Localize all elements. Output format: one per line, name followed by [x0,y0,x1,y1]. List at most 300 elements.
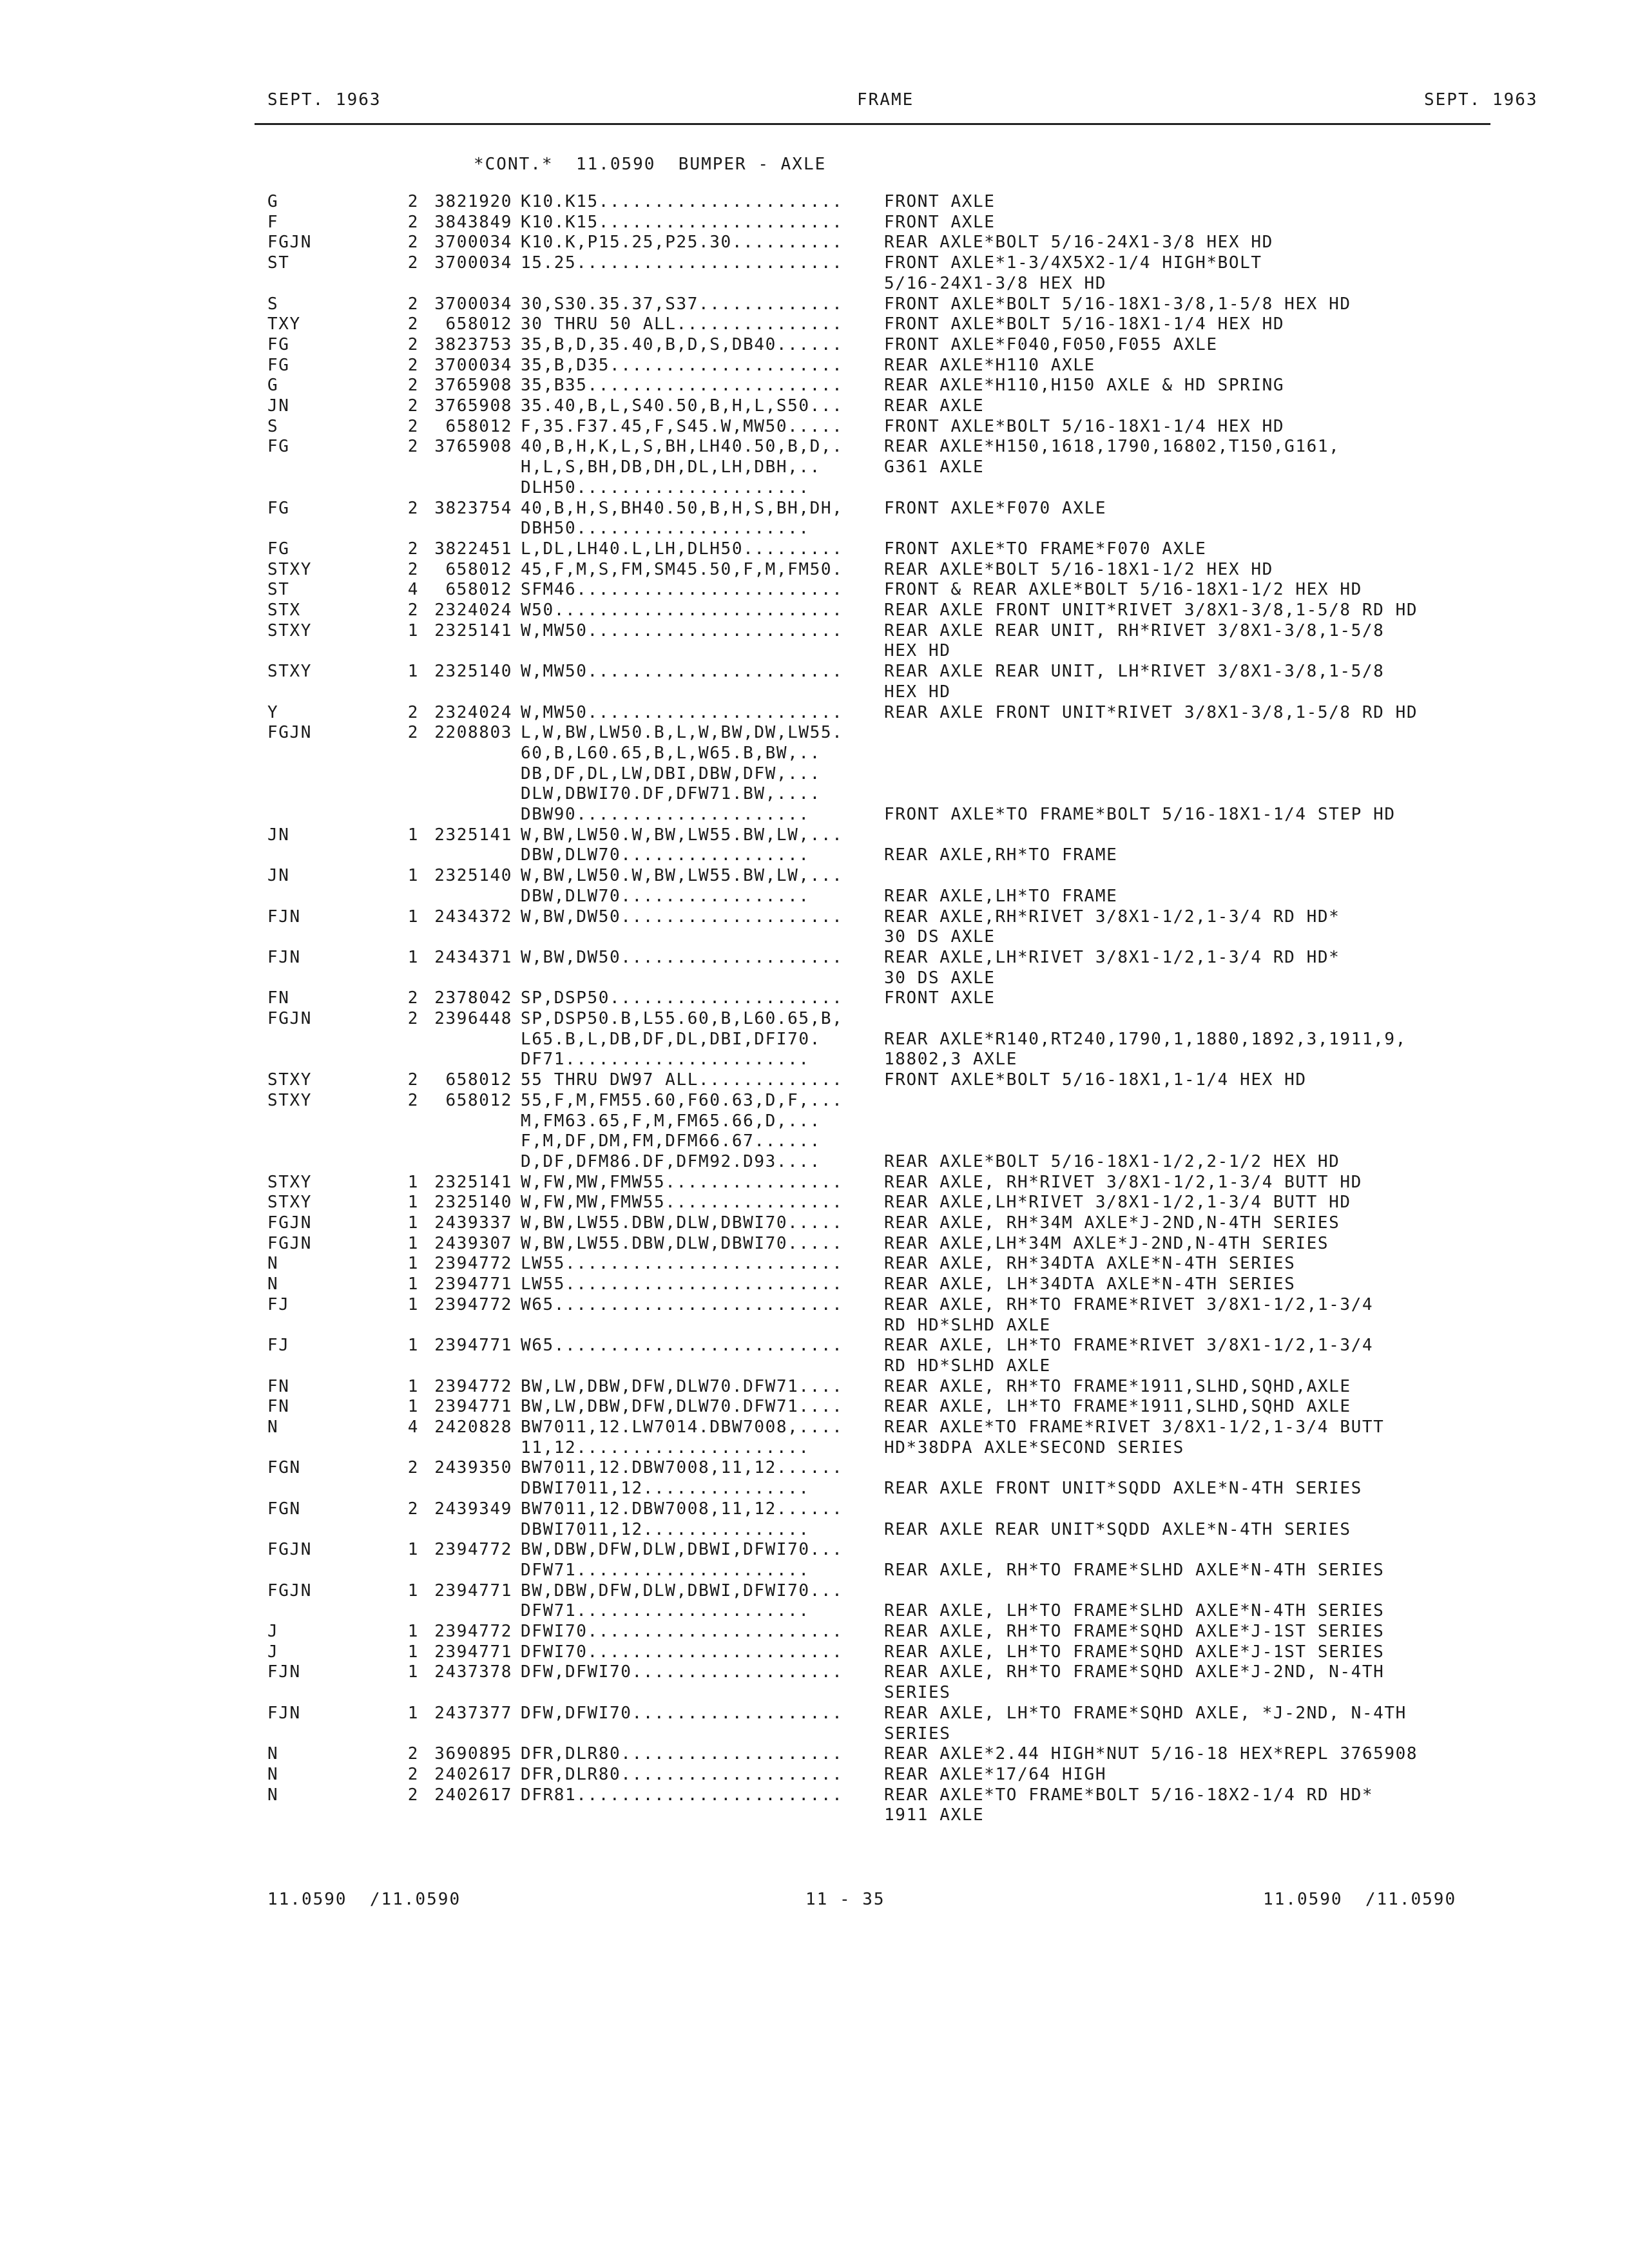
application: M,FM63.65,F,M,FM65.66,D,... [521,1111,821,1131]
quantity: 1 [407,662,419,682]
model-code: FN [267,1376,290,1396]
model-code: N [267,1254,279,1274]
model-code: FGN [267,1499,301,1519]
table-row [0,1438,1629,1459]
description: REAR AXLE, RH*34DTA AXLE*N-4TH SERIES [884,1254,1296,1274]
application: W,BW,DW50.................... [521,947,843,967]
description: FRONT AXLE*BOLT 5/16-18X1,1-1/4 HEX HD [884,1070,1307,1090]
table-row [0,1805,1629,1826]
quantity: 2 [407,559,419,579]
application: W,BW,LW55.DBW,DLW,DBWI70..... [521,1233,843,1253]
table-row [0,253,1629,274]
table-row [0,539,1629,560]
quantity: 1 [407,947,419,967]
model-code: STXY [267,1090,313,1110]
application: DF71...................... [521,1050,810,1070]
model-code: FJ [267,1294,290,1314]
model-code: N [267,1418,279,1437]
model-code: ST [267,253,290,273]
table-row [0,1785,1629,1806]
model-code: J [267,1642,279,1662]
application: LW55......................... [521,1274,843,1294]
model-code: FG [267,539,290,559]
table-row [0,948,1629,968]
description: REAR AXLE*17/64 HIGH [884,1764,1107,1784]
application: W,FW,MW,FMW55................ [521,1172,843,1192]
application: 35,B35....................... [521,376,843,396]
application: DFWI70....................... [521,1622,843,1641]
table-row [0,1295,1629,1316]
description: SERIES [884,1724,951,1744]
table-row [0,1744,1629,1765]
application: 35.40,B,L,S40.50,B,H,L,S50... [521,396,843,416]
part-number: 2402617 [434,1764,512,1784]
description: REAR AXLE FRONT UNIT*RIVET 3/8X1-3/8,1-5/8 RD HD [884,601,1418,620]
model-code: FG [267,355,290,375]
application: 30 THRU 50 ALL............... [521,314,843,334]
part-number: 2394772 [434,1254,512,1274]
table-row [0,1499,1629,1520]
description: REAR AXLE, RH*TO FRAME*SLHD AXLE*N-4TH SERIES [884,1560,1385,1580]
table-row [0,233,1629,253]
table-row [0,968,1629,989]
table-row [0,1704,1629,1724]
header-date-left: SEPT. 1963 [267,90,381,110]
quantity: 1 [407,1397,419,1417]
description: RD HD*SLHD AXLE [884,1315,1051,1335]
description: FRONT AXLE*F040,F050,F055 AXLE [884,334,1218,354]
part-number: 3765908 [434,376,512,396]
part-number: 2378042 [434,988,512,1008]
part-number: 2325141 [434,1172,512,1192]
application: DLW,DBWI70.DF,DFW71.BW,.... [521,784,821,804]
quantity: 1 [407,1622,419,1641]
quantity: 1 [407,1233,419,1253]
table-row [0,703,1629,724]
model-code: JN [267,866,290,886]
table-row [0,641,1629,662]
table-row [0,764,1629,785]
application: DFW71..................... [521,1560,810,1580]
description: REAR AXLE*TO FRAME*RIVET 3/8X1-1/2,1-3/4 BUTT [884,1418,1385,1437]
application: L65.B,L,DB,DF,DL,DBI,DFI70. [521,1029,821,1049]
part-number: 2324024 [434,702,512,722]
description: 1911 AXLE [884,1805,985,1825]
description: REAR AXLE,LH*34M AXLE*J-2ND,N-4TH SERIES [884,1233,1329,1253]
part-number: 2394771 [434,1581,512,1600]
application: F,M,DF,DM,FM,DFM66.67...... [521,1131,821,1151]
part-number: 2439350 [434,1458,512,1478]
application: 40,B,H,S,BH40.50,B,H,S,BH,DH, [521,498,843,518]
part-number: 3765908 [434,437,512,457]
quantity: 1 [407,1193,419,1213]
table-row [0,1418,1629,1438]
description: REAR AXLE*H150,1618,1790,16802,T150,G161, [884,437,1340,457]
application: SP,DSP50.B,L55.60,B,L60.65,B, [521,1009,843,1028]
application: K10.K15...................... [521,192,843,211]
description: G361 AXLE [884,457,985,477]
description: REAR AXLE FRONT UNIT*SQDD AXLE*N-4TH SERIES [884,1479,1362,1499]
application: F,35.F37.45,F,S45.W,MW50..... [521,416,843,436]
description: HD*38DPA AXLE*SECOND SERIES [884,1437,1184,1457]
quantity: 2 [407,314,419,334]
model-code: STXY [267,559,313,579]
quantity: 1 [407,825,419,845]
description: 18802,3 AXLE [884,1050,1018,1070]
part-number: 3700034 [434,253,512,273]
description: REAR AXLE*H110,H150 AXLE & HD SPRING [884,376,1285,396]
application: DFW,DFWI70................... [521,1662,843,1682]
application: DFR,DLR80.................... [521,1744,843,1764]
part-number: 3690895 [434,1744,512,1764]
description: FRONT AXLE*BOLT 5/16-18X1-3/8,1-5/8 HEX HD [884,294,1351,314]
description: REAR AXLE,LH*TO FRAME [884,886,1118,906]
quantity: 1 [407,866,419,886]
table-row [0,1111,1629,1132]
table-row [0,1377,1629,1398]
model-code: JN [267,396,290,416]
description: REAR AXLE, LH*TO FRAME*RIVET 3/8X1-1/2,1-3/4 [884,1336,1374,1356]
application: DFWI70....................... [521,1642,843,1662]
part-number: 3821920 [434,192,512,211]
part-number: 3822451 [434,539,512,559]
description: 30 DS AXLE [884,968,996,988]
table-row [0,621,1629,642]
part-number: 3700034 [434,294,512,314]
application: 35,B,D,35.40,B,D,S,DB40...... [521,334,843,354]
description: REAR AXLE,RH*TO FRAME [884,845,1118,865]
table-row [0,1724,1629,1745]
model-code: STXY [267,662,313,682]
application: W65.......................... [521,1294,843,1314]
description: FRONT AXLE [884,192,996,211]
quantity: 2 [407,1070,419,1090]
part-number: 658012 [445,416,512,436]
part-number: 2325140 [434,662,512,682]
model-code: STXY [267,1172,313,1192]
table-row [0,1601,1629,1622]
application: BW,LW,DBW,DFW,DLW70.DFW71.... [521,1376,843,1396]
part-number: 3843849 [434,212,512,232]
quantity: 1 [407,1376,419,1396]
model-code: FGJN [267,1213,313,1233]
model-code: STXY [267,620,313,640]
model-code: FJN [267,1662,301,1682]
table-row [0,1131,1629,1152]
model-code: STXY [267,1070,313,1090]
quantity: 1 [407,1294,419,1314]
table-row [0,1091,1629,1111]
table-row [0,1662,1629,1683]
quantity: 2 [407,396,419,416]
quantity: 2 [407,1764,419,1784]
description: REAR AXLE, LH*34DTA AXLE*N-4TH SERIES [884,1274,1296,1294]
table-row [0,1254,1629,1274]
quantity: 4 [407,1418,419,1437]
table-row [0,437,1629,457]
part-number: 2325140 [434,866,512,886]
part-number: 658012 [445,559,512,579]
part-number: 2394771 [434,1336,512,1356]
section-title: *CONT.* 11.0590 BUMPER - AXLE [474,155,827,174]
quantity: 1 [407,1213,419,1233]
description: REAR AXLE*TO FRAME*BOLT 5/16-18X2-1/4 RD HD* [884,1785,1374,1805]
part-number: 2437377 [434,1703,512,1723]
model-code: FG [267,498,290,518]
table-row [0,1561,1629,1581]
table-row [0,1274,1629,1295]
description: 30 DS AXLE [884,927,996,947]
application: 60,B,L60.65,B,L,W65.B,BW,.. [521,743,821,763]
table-row [0,1234,1629,1254]
table-row [0,805,1629,825]
quantity: 2 [407,539,419,559]
description: REAR AXLE, LH*TO FRAME*1911,SLHD,SQHD AXLE [884,1397,1351,1417]
part-number: 2325141 [434,620,512,640]
table-row [0,478,1629,499]
application: W65.......................... [521,1336,843,1356]
application: W,FW,MW,FMW55................ [521,1193,843,1213]
header-date-right: SEPT. 1963 [1424,90,1538,110]
description: REAR AXLE REAR UNIT, RH*RIVET 3/8X1-3/8,1-5/8 [884,620,1385,640]
model-code: FN [267,988,290,1008]
application: W,MW50....................... [521,702,843,722]
part-number: 658012 [445,1070,512,1090]
description: HEX HD [884,641,951,661]
model-code: FGN [267,1458,301,1478]
description: REAR AXLE, RH*TO FRAME*SQHD AXLE*J-2ND, N-4TH [884,1662,1385,1682]
description: REAR AXLE, RH*TO FRAME*SQHD AXLE*J-1ST SERIES [884,1622,1385,1641]
table-row [0,356,1629,376]
description: REAR AXLE REAR UNIT*SQDD AXLE*N-4TH SERIES [884,1519,1351,1539]
quantity: 2 [407,1744,419,1764]
table-row [0,1173,1629,1193]
model-code: FGJN [267,723,313,743]
application: DBW90..................... [521,805,810,824]
application: W,MW50....................... [521,620,843,640]
part-number: 3700034 [434,233,512,253]
application: BW,LW,DBW,DFW,DLW70.DFW71.... [521,1397,843,1417]
model-code: FN [267,1397,290,1417]
part-number: 2434372 [434,907,512,927]
table-row [0,1213,1629,1234]
table-row [0,1642,1629,1663]
description: REAR AXLE*BOLT 5/16-24X1-3/8 HEX HD [884,233,1273,253]
model-code: TXY [267,314,301,334]
quantity: 1 [407,1274,419,1294]
model-code: S [267,294,279,314]
description: FRONT AXLE*TO FRAME*BOLT 5/16-18X1-1/4 STEP HD [884,805,1396,824]
part-number: 2394771 [434,1274,512,1294]
quantity: 2 [407,253,419,273]
model-code: FGJN [267,1540,313,1560]
table-row [0,825,1629,846]
part-number: 658012 [445,314,512,334]
description: FRONT & REAR AXLE*BOLT 5/16-18X1-1/2 HEX HD [884,580,1362,600]
application: LW55......................... [521,1254,843,1274]
model-code: JN [267,825,290,845]
description: FRONT AXLE [884,988,996,1008]
model-code: STX [267,601,301,620]
model-code: S [267,416,279,436]
application: DBW,DLW70................. [521,845,810,865]
table-row [0,274,1629,294]
table-row [0,723,1629,744]
description: HEX HD [884,682,951,702]
table-row [0,1683,1629,1704]
application: L,DL,LH40.L,LH,DLH50......... [521,539,843,559]
table-row [0,580,1629,601]
application: 11,12..................... [521,1437,810,1457]
table-row [0,1520,1629,1541]
quantity: 2 [407,376,419,396]
quantity: 2 [407,416,419,436]
model-code: FJN [267,947,301,967]
model-code: FGJN [267,1233,313,1253]
part-number: 3700034 [434,355,512,375]
part-number: 2208803 [434,723,512,743]
description: FRONT AXLE*1-3/4X5X2-1/4 HIGH*BOLT [884,253,1262,273]
application: W,BW,LW50.W,BW,LW55.BW,LW,... [521,866,843,886]
application: BW7011,12.DBW7008,11,12...... [521,1499,843,1519]
description: FRONT AXLE*F070 AXLE [884,498,1107,518]
quantity: 2 [407,334,419,354]
table-row [0,519,1629,539]
part-number: 2439349 [434,1499,512,1519]
quantity: 2 [407,988,419,1008]
table-row [0,396,1629,417]
quantity: 1 [407,1540,419,1560]
description: 5/16-24X1-3/8 HEX HD [884,273,1107,293]
application: K10.K,P15.25,P25.30.......... [521,233,843,253]
table-row [0,560,1629,581]
application: BW7011,12.DBW7008,11,12...... [521,1458,843,1478]
part-number: 2394771 [434,1397,512,1417]
table-row [0,499,1629,519]
quantity: 2 [407,601,419,620]
quantity: 2 [407,355,419,375]
quantity: 1 [407,1662,419,1682]
application: SP,DSP50..................... [521,988,843,1008]
application: L,W,BW,LW50.B,L,W,BW,DW,LW55. [521,723,843,743]
quantity: 1 [407,1703,419,1723]
table-row [0,314,1629,335]
application: DFR81........................ [521,1785,843,1805]
table-row [0,1050,1629,1070]
table-row [0,1009,1629,1030]
quantity: 1 [407,907,419,927]
description: REAR AXLE FRONT UNIT*RIVET 3/8X1-3/8,1-5/8 RD HD [884,702,1418,722]
table-row [0,1070,1629,1091]
table-row [0,335,1629,356]
application: D,DF,DFM86.DF,DFM92.D93.... [521,1151,821,1171]
application: 35,B,D35..................... [521,355,843,375]
model-code: FGJN [267,233,313,253]
quantity: 1 [407,1581,419,1600]
quantity: 1 [407,1336,419,1356]
table-row [0,988,1629,1009]
part-number: 2394772 [434,1540,512,1560]
table-row [0,784,1629,805]
table-row [0,294,1629,315]
footer-page-number: 11 - 35 [805,1890,885,1909]
table-row [0,682,1629,703]
table-row [0,1581,1629,1602]
part-number: 658012 [445,580,512,600]
table-row [0,1622,1629,1642]
table-row [0,887,1629,907]
application: DBWI7011,12............... [521,1519,810,1539]
application: 55 THRU DW97 ALL............. [521,1070,843,1090]
table-row [0,927,1629,948]
table-row [0,845,1629,866]
model-code: G [267,376,279,396]
application: K10.K15...................... [521,212,843,232]
table-row [0,1030,1629,1050]
model-code: FJN [267,907,301,927]
quantity: 2 [407,498,419,518]
model-code: FG [267,334,290,354]
part-number: 2394771 [434,1642,512,1662]
table-row [0,457,1629,478]
table-row [0,192,1629,213]
quantity: 2 [407,192,419,211]
application: BW,DBW,DFW,DLW,DBWI,DFWI70... [521,1581,843,1600]
table-row [0,1152,1629,1173]
part-number: 2325140 [434,1193,512,1213]
application: DBW,DLW70................. [521,886,810,906]
application: DFW71..................... [521,1601,810,1621]
description: REAR AXLE, RH*TO FRAME*1911,SLHD,SQHD,AXLE [884,1376,1351,1396]
application: H,L,S,BH,DB,DH,DL,LH,DBH,.. [521,457,821,477]
table-row [0,1316,1629,1336]
description: REAR AXLE*BOLT 5/16-18X1-1/2 HEX HD [884,559,1273,579]
application: W50.......................... [521,601,843,620]
quantity: 1 [407,1642,419,1662]
table-row [0,866,1629,887]
part-number: 2394772 [434,1294,512,1314]
description: REAR AXLE*BOLT 5/16-18X1-1/2,2-1/2 HEX HD [884,1151,1340,1171]
description: REAR AXLE,RH*RIVET 3/8X1-1/2,1-3/4 RD HD* [884,907,1340,927]
model-code: N [267,1785,279,1805]
part-number: 2394772 [434,1622,512,1641]
part-number: 3765908 [434,396,512,416]
footer-ref-right: 11.0590 /11.0590 [1263,1890,1457,1909]
quantity: 2 [407,1009,419,1028]
description: REAR AXLE*H110 AXLE [884,355,1095,375]
table-row [0,1479,1629,1499]
description: FRONT AXLE*TO FRAME*F070 AXLE [884,539,1207,559]
model-code: G [267,192,279,211]
application: 30,S30.35.37,S37............. [521,294,843,314]
quantity: 2 [407,233,419,253]
description: REAR AXLE, LH*TO FRAME*SQHD AXLE*J-1ST SERIES [884,1642,1385,1662]
description: REAR AXLE, RH*RIVET 3/8X1-1/2,1-3/4 BUTT HD [884,1172,1362,1192]
table-row [0,1458,1629,1479]
model-code: N [267,1764,279,1784]
table-row [0,1193,1629,1213]
description: RD HD*SLHD AXLE [884,1356,1051,1376]
table-row [0,1540,1629,1561]
model-code: Y [267,702,279,722]
table-row [0,376,1629,396]
description: REAR AXLE*R140,RT240,1790,1,1880,1892,3,1911,9, [884,1029,1407,1049]
application: DBH50..................... [521,519,810,539]
table-row [0,601,1629,621]
part-number: 658012 [445,1090,512,1110]
table-row [0,744,1629,764]
application: DFR,DLR80.................... [521,1764,843,1784]
